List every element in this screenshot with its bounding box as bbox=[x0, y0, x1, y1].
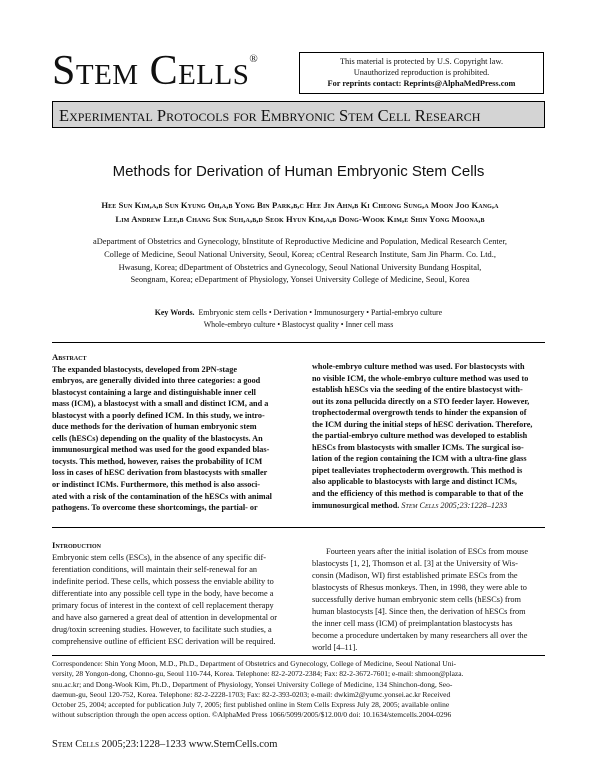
divider bbox=[52, 342, 545, 343]
footer-citation: 2005;23:1228–1233 www.StemCells.com bbox=[101, 739, 278, 750]
abstract-left-column bbox=[52, 352, 288, 514]
abstract-line: blastocyst containing a large and distinguishable inner cell bbox=[52, 387, 256, 397]
abstract-citation: Stem Cells 2005;23:1228–1233 bbox=[401, 500, 508, 510]
abstract-line: the ICM during the initial steps of hESC derivation. Therefore, bbox=[312, 419, 533, 429]
series-banner-text: Experimental Protocols for Embryonic Stem Cell Research bbox=[59, 106, 481, 125]
intro-line: consin (Madison, WI) first established primate ESCs from the bbox=[312, 570, 518, 580]
abstract-line: cells (hESCs) depending on the quality of the blastocysts. An bbox=[52, 433, 263, 443]
correspondence-line: snu.ac.kr; and Dong-Wook Kim, Ph.D., Department of Physiology, Yonsei University College of Medicine, 134 Shinchon-dong, Seo- bbox=[52, 679, 453, 689]
intro-line: Embryonic stem cells (ESCs), in the absence of any specific dif- bbox=[52, 552, 267, 562]
correspondence-line: Correspondence: Shin Yong Moon, M.D., Ph.D., Department of Obstetrics and Gynecology, College of Medicine, Seoul National Uni- bbox=[52, 659, 457, 668]
abstract-heading: Abstract bbox=[52, 352, 87, 362]
abstract-line: pipet tealleviates trophectoderm overgrowth. This method is bbox=[312, 465, 523, 475]
affiliations bbox=[60, 236, 540, 287]
abstract-line: lation of the region containing the ICM with a ultra-fine glass bbox=[312, 454, 527, 464]
abstract-line: The expanded blastocysts, developed from 2PN-stage bbox=[52, 364, 237, 374]
abstract-line: or indistinct ICMs. Furthermore, this method is also associ- bbox=[52, 480, 261, 490]
keywords-label: Key Words. bbox=[154, 308, 195, 317]
abstract-line: no visible ICM, the whole-embryo culture method was used to bbox=[312, 373, 529, 383]
intro-line: blastocysts [1, 2], Thomson et al. [3] at the University of Wis- bbox=[312, 558, 518, 568]
copyright-notice bbox=[299, 52, 544, 94]
author-line: Lim Andrew Lee,b Chang Suk Suh,a,b,d Seok Hyun Kim,a,b Dong-Wook Kim,e Shin Yong Moona,b bbox=[115, 214, 485, 224]
intro-line: and have also garnered a great deal of attention in developmental or bbox=[52, 612, 278, 622]
abstract-line: blastocyst with a poorly defined ICM. In this study, we intro- bbox=[52, 410, 265, 420]
journal-logo: Stem Cells® bbox=[52, 48, 259, 94]
intro-line: ferentiation conditions, will maintain their self-renewal for an bbox=[52, 564, 258, 574]
abstract-line: hESCs from blastocysts with smaller ICMs. The surgical iso- bbox=[312, 442, 524, 452]
intro-line: drug/toxin screening studies. However, to facilitate such studies, a bbox=[52, 624, 272, 634]
intro-line: Fourteen years after the initial isolation of ESCs from mouse bbox=[326, 547, 529, 556]
correspondence-line: versity, 28 Yongon-dong, Chonno-gu, Seoul 110-744, Korea. Telephone: 82-2-2072-2384; Fax: 82-2-3672-7601; e-mail: shmoon@plaza. bbox=[52, 669, 464, 679]
keywords bbox=[52, 307, 545, 330]
correspondence-line: October 25, 2004; accepted for publication July 7, 2005; first published online in Stem Cells Express July 28, 2005; available online bbox=[52, 700, 450, 710]
divider bbox=[52, 655, 545, 656]
abstract-line: whole-embryo culture method was used. For blastocysts with bbox=[312, 362, 525, 371]
intro-left-column bbox=[52, 540, 288, 648]
abstract-line: establish hESCs via the seeding of the entire blastocyst with- bbox=[312, 385, 523, 395]
author-list bbox=[60, 198, 540, 226]
abstract-line: immunosurgical method was used for the good expanded blas- bbox=[52, 445, 270, 455]
page-footer bbox=[52, 739, 352, 750]
intro-line: successfully derive human embryonic stem cells (hESCs) from bbox=[312, 594, 521, 604]
abstract-right-column bbox=[312, 361, 545, 511]
abstract-line: immunosurgical method. bbox=[312, 500, 400, 510]
correspondence-line: without subscription through the open access option. ©AlphaMed Press 1066/5099/2005/$12.00/0 doi: 10.1634/stemcells.2004-0296 bbox=[52, 710, 452, 720]
abstract-line: loss in cases of hESC derivation from blastocysts with smaller bbox=[52, 468, 268, 478]
intro-line: comprehensive outline of efficient ESC derivation will be required. bbox=[52, 636, 276, 646]
abstract-line: pathogens. To overcome these shortcomings, the partial- or bbox=[52, 503, 258, 513]
intro-line: indefinite period. These cells, which possess the enviable ability to bbox=[52, 576, 274, 586]
abstract-line: also applicable to blastocysts with large and distinct ICMs, bbox=[312, 477, 517, 487]
intro-line: blastocysts of Rhesus monkeys. Then, in 1998, they were able to bbox=[312, 582, 527, 592]
intro-line: become a procedure undertaken by many researchers all over the bbox=[312, 630, 528, 640]
abstract-line: out its zona pellucida directly on a STO feeder layer. However, bbox=[312, 396, 530, 406]
intro-line: the inner cell mass (ICM) of preimplantation blastocysts has bbox=[312, 618, 513, 628]
affiliation-line: Seongnam, Korea; eDepartment of Physiology, Yonsei University College of Medicine, Seoul, Korea bbox=[130, 275, 470, 285]
affiliation-line: College of Medicine, Seoul National University, Seoul, Korea; cCentral Research Institute, Sam Jin Pharm. Co. Ltd., bbox=[104, 249, 496, 259]
affiliation-line: Hwasung, Korea; dDepartment of Obstetrics and Gynecology, Seoul National University Bundang Hospital, bbox=[118, 262, 482, 272]
abstract-line: tocysts. This method, however, raises the probability of ICM bbox=[52, 456, 263, 466]
affiliation-line: aDepartment of Obstetrics and Gynecology, bInstitute of Reproductive Medicine and Population, Medical Research Center, bbox=[92, 237, 508, 246]
reprints-contact: For reprints contact: Reprints@AlphaMedPress.com bbox=[327, 79, 516, 88]
intro-line: human blastocysts [4]. Since then, the derivation of hESCs from bbox=[312, 606, 526, 616]
abstract-line: ated with a risk of the contamination of the hESCs with animal bbox=[52, 491, 272, 501]
keywords-line: Embryonic stem cells • Derivation • Immunosurgery • Partial-embryo culture bbox=[198, 308, 443, 317]
article-title: Methods for Derivation of Human Embryonic Stem Cells bbox=[112, 163, 485, 180]
series-banner bbox=[52, 101, 545, 128]
abstract-line: mass (ICM), a blastocyst with a small and distinct ICM, and a bbox=[52, 399, 269, 409]
keywords-line: Whole-embryo culture • Blastocyst quality • Inner cell mass bbox=[203, 319, 394, 329]
intro-line: world [4–11]. bbox=[312, 642, 358, 652]
abstract-line: and the efficiency of this method is comparable to that of the bbox=[312, 489, 524, 499]
author-line: Hee Sun Kim,a,b Sun Kyung Oh,a,b Yong Bin Park,b,c Hee Jin Ahn,b Ki Cheong Sung,a Moon Joo Kang,a bbox=[101, 200, 499, 210]
copyright-line: This material is protected by U.S. Copyright law. bbox=[339, 57, 504, 66]
correspondence-line: daemun-gu, Seoul 120-752, Korea. Telephone: 82-2-2228-1703; Fax: 82-2-393-0203; e-mail: dwkim2@yumc.yonsei.ac.kr Received bbox=[52, 689, 451, 699]
abstract-line: the partial-embryo culture method was developed to establish bbox=[312, 431, 528, 441]
intro-right-column bbox=[312, 546, 545, 654]
intro-heading: Introduction bbox=[52, 540, 102, 550]
abstract-line: trophectodermal overgrowth tends to hinder the expansion of bbox=[312, 408, 527, 418]
divider bbox=[52, 527, 545, 528]
abstract-line: duce methods for the derivation of human embryonic stem bbox=[52, 422, 257, 432]
intro-line: differentiate into any possible cell type in the body, have become a bbox=[52, 588, 274, 598]
footer-journal: Stem Cells bbox=[52, 739, 99, 750]
correspondence-footnote bbox=[52, 659, 545, 721]
abstract-line: embryos, are generally divided into three categories: a good bbox=[52, 376, 261, 386]
intro-line: primary focus of interest in the context of cell replacement therapy bbox=[52, 600, 274, 610]
copyright-line: Unauthorized reproduction is prohibited. bbox=[353, 68, 490, 77]
